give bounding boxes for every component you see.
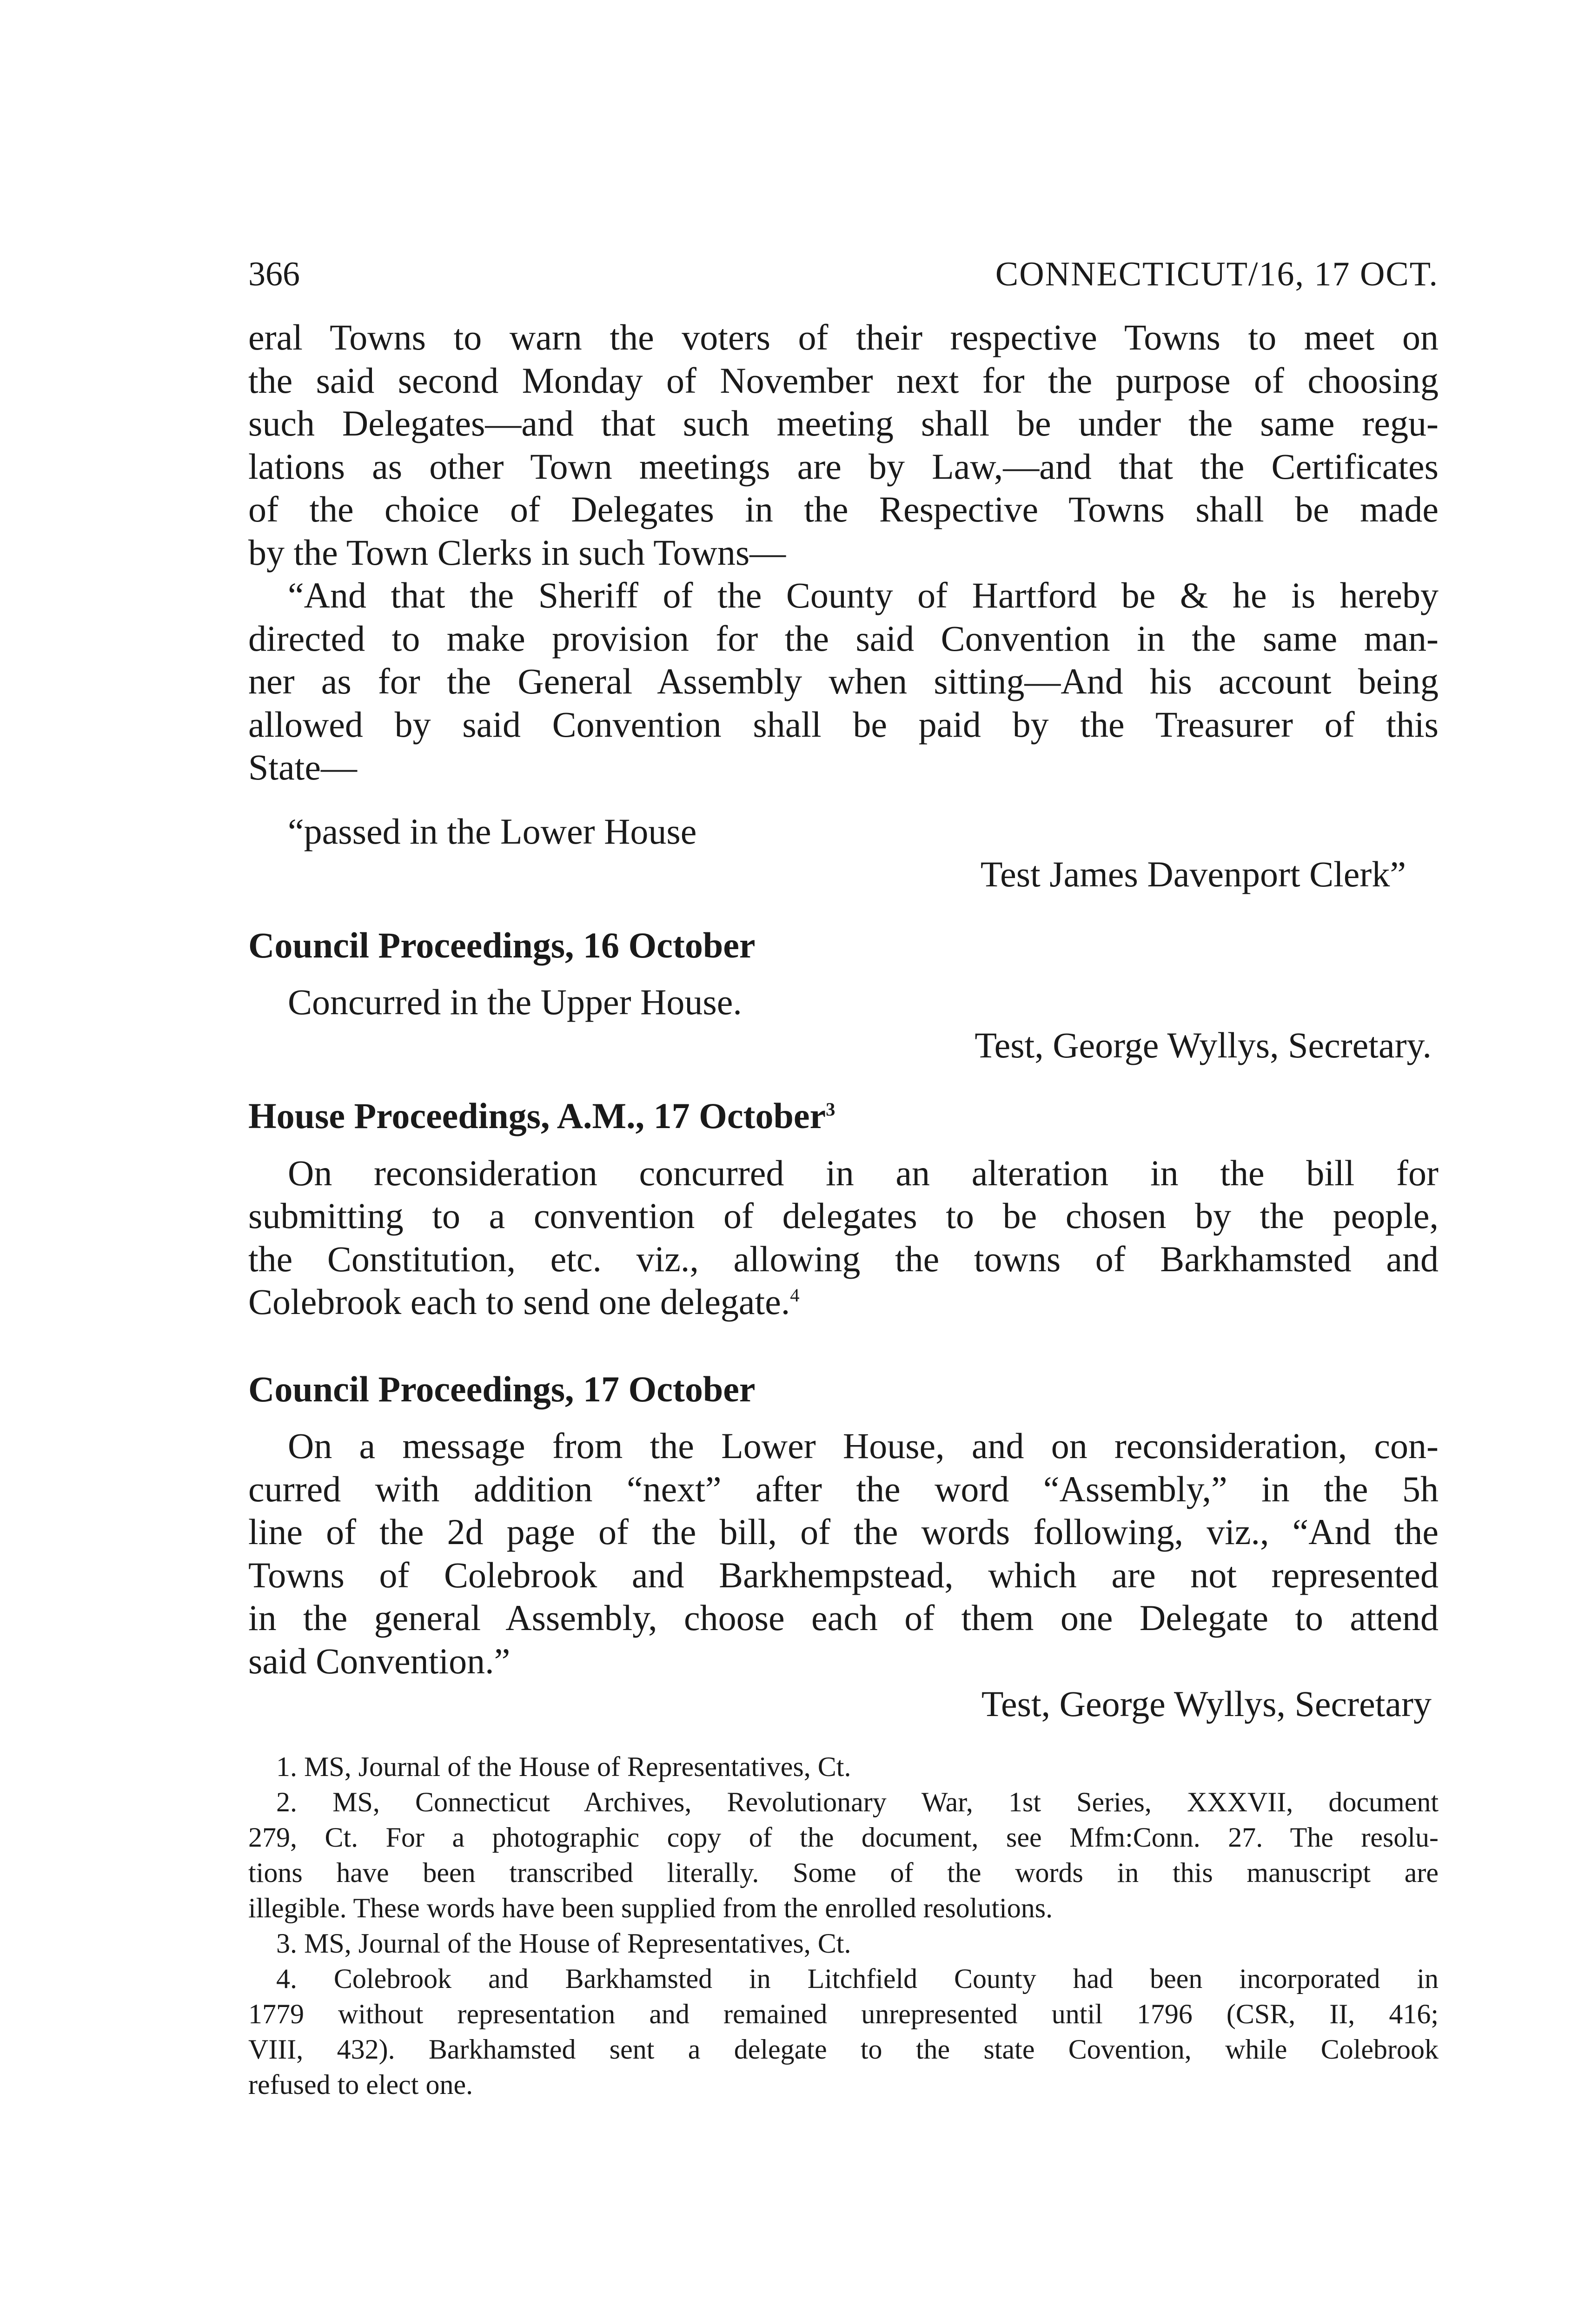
text-line: lations as other Town meetings are by Law,—and that the Certificates <box>248 446 1439 487</box>
footnote: 1. MS, Journal of the House of Representatives, Ct. <box>276 1751 851 1782</box>
footnote: 2. MS, Connecticut Archives, Revolutionary War, 1st Series, XXXVII, document <box>276 1786 1439 1817</box>
text-line: eral Towns to warn the voters of their respective Towns to meet on <box>248 317 1439 357</box>
text-line: such Delegates—and that such meeting shall be under the same regu- <box>248 403 1439 443</box>
footnote-line: 279, Ct. For a photographic copy of the document, see Mfm:Conn. 27. The resolu- <box>248 1822 1439 1853</box>
document-page <box>248 253 1439 2102</box>
running-head <box>248 253 1439 295</box>
text-line: the said second Monday of November next for the purpose of choosing <box>248 360 1439 401</box>
footnote-ref: 3 <box>826 1099 835 1120</box>
footnote-line: illegible. These words have been supplied from the enrolled resolutions. <box>248 1892 1053 1923</box>
text-line: State— <box>248 747 357 787</box>
footnote-line: 1779 without representation and remained unrepresented until 1796 (CSR, II, 416; <box>248 1998 1439 2029</box>
test-clerk-signature: Test James Davenport Clerk” <box>980 854 1406 894</box>
text-line: allowed by said Convention shall be paid by the Treasurer of this <box>248 704 1439 745</box>
heading-text: House Proceedings, A.M., 17 October <box>248 1096 826 1136</box>
text-line: “And that the Sheriff of the County of Hartford be & he is hereby <box>288 575 1439 615</box>
passed-line: “passed in the Lower House <box>288 811 697 852</box>
footnote-line: VIII, 432). Barkhamsted sent a delegate to the state Covention, while Colebrook <box>248 2034 1439 2065</box>
secretary-signature: Test, George Wyllys, Secretary. <box>975 1024 1432 1065</box>
body-text <box>248 316 1439 1726</box>
text-line: of the choice of Delegates in the Respective Towns shall be made <box>248 489 1439 529</box>
text-line: ner as for the General Assembly when sitting—And his account being <box>248 661 1439 701</box>
text-line: the Constitution, etc. viz., allowing the towns of Barkhamsted and <box>248 1238 1439 1279</box>
text-line <box>248 1281 1439 1324</box>
text-line: curred with addition “next” after the word “Assembly,” in the 5h <box>248 1468 1439 1509</box>
footnote-ref: 4 <box>790 1285 800 1306</box>
section-heading: Council Proceedings, 17 October <box>248 1368 756 1409</box>
text-line: Concurred in the Upper House. <box>288 982 742 1022</box>
text-line: directed to make provision for the said Convention in the same man- <box>248 618 1439 659</box>
text-line: by the Town Clerks in such Towns— <box>248 532 786 573</box>
text-line: submitting to a convention of delegates to be chosen by the people, <box>248 1195 1439 1236</box>
text-span: Colebrook each to send one delegate. <box>248 1281 790 1322</box>
footnotes <box>248 1749 1439 2102</box>
section-heading <box>248 1095 1439 1138</box>
section-title: CONNECTICUT/16, 17 OCT. <box>995 255 1439 293</box>
text-line: On a message from the Lower House, and on reconsideration, con- <box>288 1426 1439 1466</box>
text-line: line of the 2d page of the bill, of the words following, viz., “And the <box>248 1512 1439 1552</box>
footnote-line: refused to elect one. <box>248 2069 473 2100</box>
text-line: On reconsideration concurred in an alteration in the bill for <box>288 1152 1439 1193</box>
page-number: 366 <box>248 255 300 293</box>
footnote-line: tions have been transcribed literally. Some of the words in this manuscript are <box>248 1857 1439 1888</box>
footnote: 3. MS, Journal of the House of Representatives, Ct. <box>276 1928 851 1959</box>
footnote: 4. Colebrook and Barkhamsted in Litchfield County had been incorporated in <box>276 1963 1439 1994</box>
text-line: Towns of Colebrook and Barkhempstead, which are not represented <box>248 1554 1439 1595</box>
section-heading: Council Proceedings, 16 October <box>248 924 756 965</box>
text-line: in the general Assembly, choose each of them one Delegate to attend <box>248 1598 1439 1638</box>
secretary-signature: Test, George Wyllys, Secretary <box>981 1684 1432 1724</box>
text-line: said Convention.” <box>248 1640 511 1681</box>
